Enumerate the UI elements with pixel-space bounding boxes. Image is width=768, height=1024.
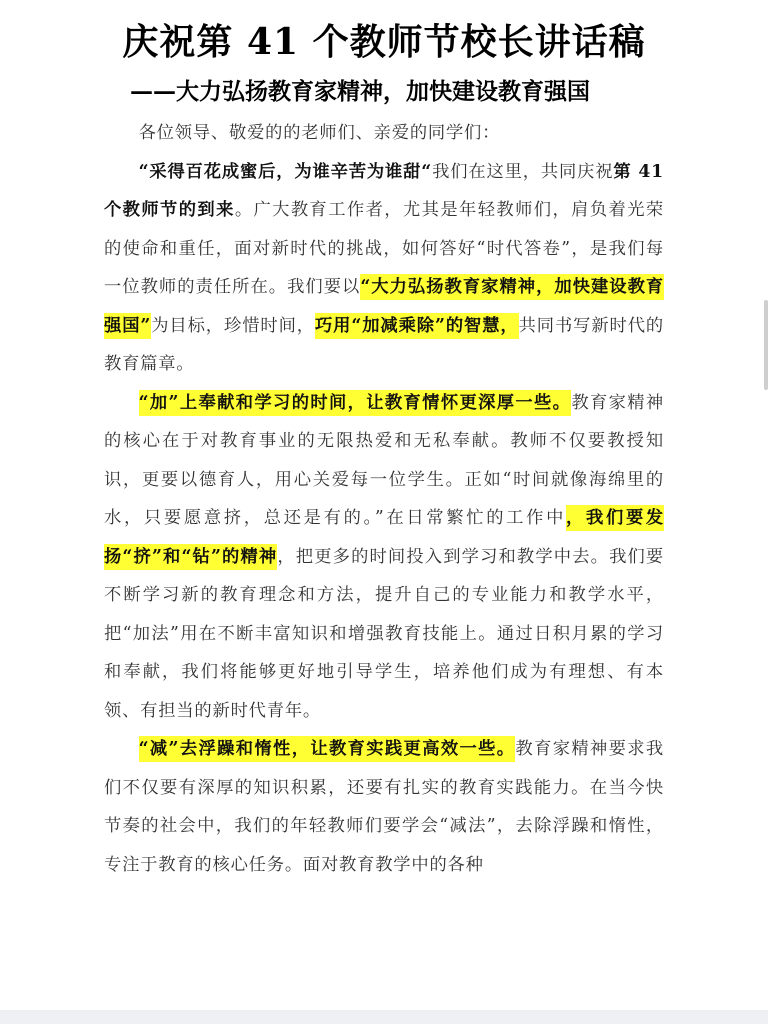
text: 我们在这里，共同庆祝 bbox=[432, 161, 614, 182]
document-title: 庆祝第 41 个教师节校长讲话稿 bbox=[122, 21, 646, 63]
text: 为目标，珍惜时间， bbox=[151, 315, 315, 336]
text: 。广大教育工作者，尤其是年轻教师们，肩负着光荣的使命和重任，面对新时代的挑战，如何答好“时代答卷”，是我们每一位教师的责任所在。我们要以 bbox=[104, 200, 664, 297]
document-body bbox=[104, 114, 664, 884]
highlighted-phrase: 巧用“加减乘除”的智慧， bbox=[315, 313, 519, 339]
bold-phrase: 第 41 个教师节的到来 bbox=[104, 161, 664, 220]
poem-quote: “采得百花成蜜后，为谁辛苦为谁甜“ bbox=[138, 161, 433, 182]
document-subtitle: ——大力弘扬教育家精神，加快建设教育强国 bbox=[130, 78, 590, 105]
section-heading-subtract: “减”去浮躁和惰性，让教育实践更高效一些。 bbox=[139, 736, 516, 762]
section-heading-add: “加”上奉献和学习的时间，让教育情怀更深厚一些。 bbox=[139, 390, 572, 416]
highlighted-phrase: ，我们要发扬“挤”和“钻”的精神 bbox=[104, 505, 664, 570]
bottom-bar bbox=[0, 1010, 768, 1024]
paragraph-1 bbox=[104, 153, 664, 384]
highlighted-phrase: “大力弘扬教育家精神，加快建设教育强国” bbox=[104, 274, 664, 339]
paragraph-3 bbox=[104, 730, 664, 884]
text: 共同书写新时代的教育篇章。 bbox=[104, 315, 665, 374]
text: 教育家精神的核心在于对教育事业的无限热爱和无私奉献。教师不仅要教授知识，更要以德育人，用心关爱每一位学生。正如“时间就像海绵里的水，只要愿意挤，总还是有的。”在日常繁忙的工作中 bbox=[104, 392, 664, 528]
text: 教育家精神要求我们不仅要有深厚的知识积累，还要有扎实的教育实践能力。在当今快节奏的社会中，我们的年轻教师们要学会“减法”，去除浮躁和惰性，专注于教育的核心任务。面对教育教学中的各种 bbox=[104, 739, 665, 875]
scrollbar-thumb[interactable] bbox=[764, 300, 768, 390]
paragraph-2 bbox=[104, 384, 664, 731]
greeting: 各位领导、敬爱的的老师们、亲爱的同学们： bbox=[138, 123, 501, 143]
text: ，把更多的时间投入到学习和教学中去。我们要不断学习新的教育理念和方法，提升自己的专业能力和教学水平，把“加法”用在不断丰富知识和增强教育技能上。通过日积月累的学习和奉献，我们将能够更好地引导学生，培养他们成为有理想、有本领、有担当的新时代青年。 bbox=[104, 546, 665, 721]
